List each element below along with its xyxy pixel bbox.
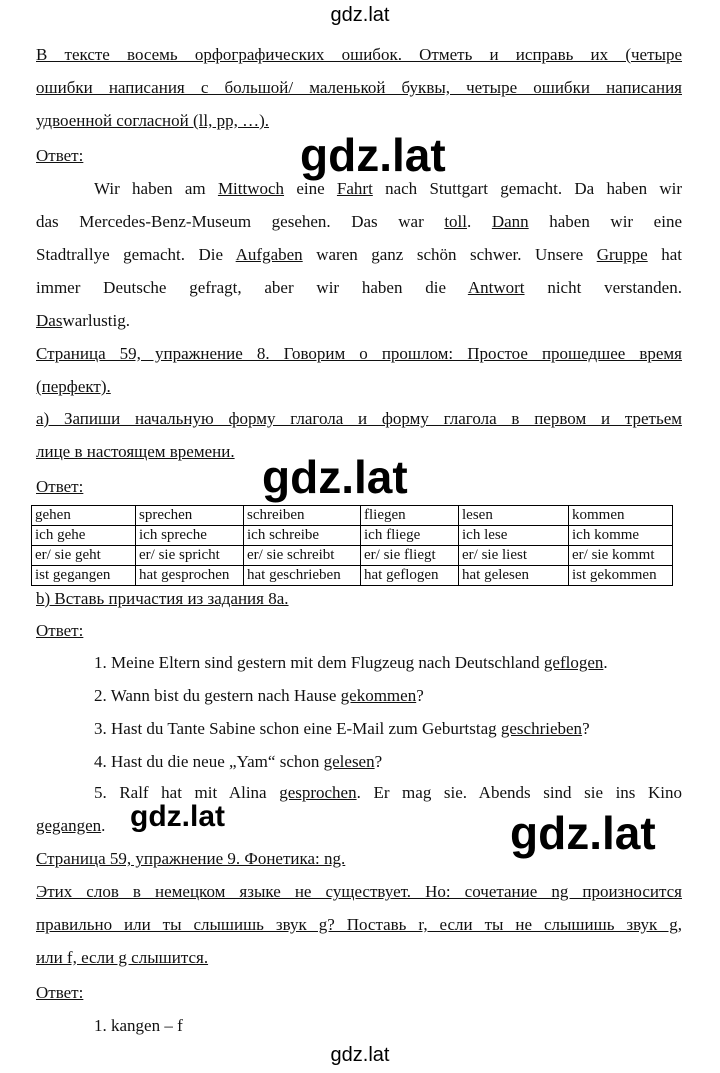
watermark-bottom: gdz.lat [330,1044,390,1066]
sentence: 5. Ralf hat mit Alina gesprochen. Er mag sie. Abends sind sie ins Kino [94,783,682,802]
table-cell: er/ sie liest [459,546,569,566]
table-cell: gehen [32,506,136,526]
watermark-large: gdz.lat [300,129,446,181]
task2b-instructions: b) Вставь причастия из задания 8а. [36,589,289,608]
task2-line: (перфект). [36,377,111,396]
sentence: 2. Wann bist du gestern nach Hause gekommen? [94,686,424,705]
table-cell: er/ sie geht [32,546,136,566]
table-row [32,526,673,546]
task3-line: Этих слов в немецком языке не существует. Но: сочетание ng произносится [36,882,682,901]
table-cell: lesen [459,506,569,526]
story-line: Wir haben am Mittwoch eine Fahrt nach Stuttgart gemacht. Da haben wir [94,179,683,198]
table-cell: hat geschrieben [244,566,361,586]
answer-label: Ответ: [36,621,84,640]
table-cell: hat geflogen [361,566,459,586]
participle: gelesen [323,752,375,771]
task2a-line: лице в настоящем времени. [36,442,235,461]
table-cell: ich gehe [32,526,136,546]
participle: geflogen [543,653,604,672]
corrected-word: Aufgaben [235,245,303,264]
watermark-large: gdz.lat [510,807,656,859]
task1-line: ошибки написания с большой/ маленькой буквы, четыре ошибки написания [36,78,682,97]
verb-forms-table [31,505,673,586]
table-cell: fliegen [361,506,459,526]
sentence-continuation: gegangen. [36,816,106,835]
corrected-word: Dann [491,212,529,231]
answer-label: Ответ: [36,983,84,1002]
task2-line: Страница 59, упражнение 8. Говорим о прошлом: Простое прошедшее время [36,344,682,363]
corrected-word: Gruppe [596,245,648,264]
table-cell: ich fliege [361,526,459,546]
watermark-small: gdz.lat [130,800,225,833]
task1-line: удвоенной согласной (ll, pp, …). [36,111,269,130]
watermark-top: gdz.lat [330,4,390,26]
task1-line: В тексте восемь орфографических ошибок. Отметь и исправь их (четыре [36,45,682,64]
watermark-large: gdz.lat [262,451,408,503]
corrected-word: toll [444,212,467,231]
table-cell: ich lese [459,526,569,546]
answer-item: 1. kangen – f [94,1016,183,1035]
task2a-line: а) Запиши начальную форму глагола и форму глагола в первом и третьем [36,409,682,428]
sentence: 1. Meine Eltern sind gestern mit dem Flugzeug nach Deutschland geflogen. [94,653,608,672]
table-cell: ich schreibe [244,526,361,546]
table-cell: hat gesprochen [136,566,244,586]
table-cell: ich spreche [136,526,244,546]
task3-line: правильно или ты слышишь звук g? Поставь r, если ты не слышишь звук g, [36,915,682,934]
participle: gegangen [36,816,102,835]
table-cell: ist gekommen [569,566,673,586]
table-cell: schreiben [244,506,361,526]
table-row [32,506,673,526]
table-row [32,546,673,566]
participle: gekommen [340,686,417,705]
corrected-word: Antwort [467,278,525,297]
task3-instructions [36,875,682,974]
sentence: 3. Hast du Tante Sabine schon eine E-Mail zum Geburtstag geschrieben? [94,719,590,738]
task2-title [36,337,682,403]
corrected-word: Mittwoch [217,179,285,198]
answer-label: Ответ: [36,146,84,165]
participle: gesprochen [279,783,357,802]
sentence: 4. Hast du die neue „Yam“ schon gelesen? [94,752,383,771]
task3-line: или f, если g слышится. [36,948,209,967]
answer-sentences [94,646,684,778]
table-cell: er/ sie schreibt [244,546,361,566]
table-cell: ich komme [569,526,673,546]
table-cell: hat gelesen [459,566,569,586]
corrected-word: Fahrt [336,179,373,198]
corrected-word: Das [36,311,63,330]
table-cell: ist gegangen [32,566,136,586]
story-line: immer Deutsche gefragt, aber wir haben die Antwort nicht verstanden. [36,278,682,297]
story-line: Stadtrallye gemacht. Die Aufgaben waren ganz schön schwer. Unsere Gruppe hat [36,245,682,264]
story-line: Daswarlustig. [36,311,130,330]
story-text [36,172,682,337]
answer-label: Ответ: [36,477,84,496]
table-cell: er/ sie spricht [136,546,244,566]
table-cell: sprechen [136,506,244,526]
participle: geschrieben [500,719,583,738]
story-line: das Mercedes-Benz-Museum gesehen. Das war toll. Dann haben wir eine [36,212,682,231]
table-cell: er/ sie fliegt [361,546,459,566]
table-cell: er/ sie kommt [569,546,673,566]
table-cell: kommen [569,506,673,526]
task3-title: Страница 59, упражнение 9. Фонетика: ng. [36,849,346,868]
task1-instructions [36,38,682,137]
